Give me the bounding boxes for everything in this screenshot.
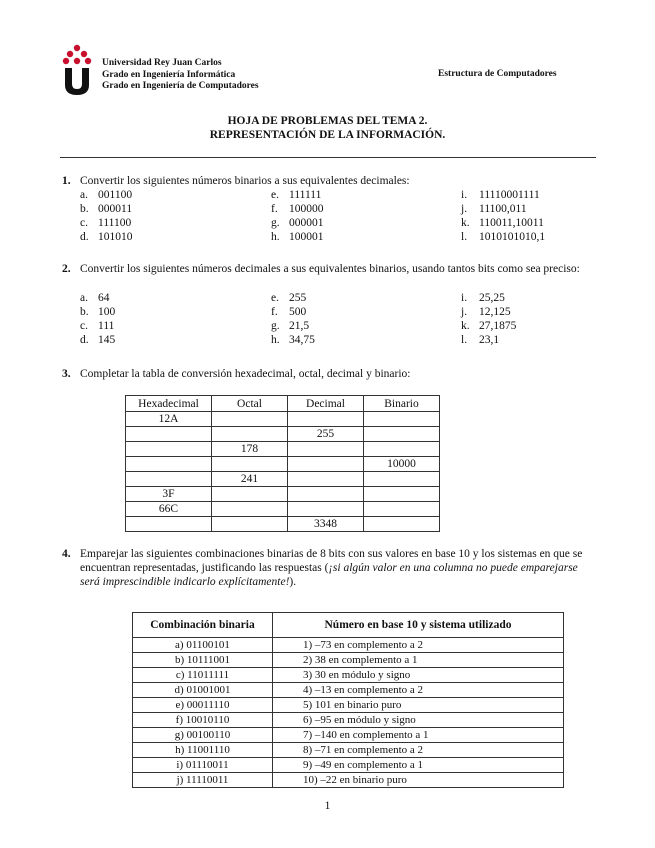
base10-value-cell: 8) –71 en complemento a 2 bbox=[273, 743, 564, 758]
option-value: 255 bbox=[289, 292, 307, 304]
option-value: 145 bbox=[98, 334, 116, 346]
matching-table bbox=[132, 612, 564, 788]
university-header bbox=[102, 58, 259, 93]
table-cell bbox=[364, 442, 440, 457]
table-cell bbox=[364, 502, 440, 517]
base10-value-cell: 4) –13 en complemento a 2 bbox=[273, 683, 564, 698]
base10-value-cell: 7) –140 en complemento a 1 bbox=[273, 728, 564, 743]
base10-value-cell: 3) 30 en módulo y signo bbox=[273, 668, 564, 683]
logo-dot bbox=[74, 45, 80, 51]
option-item bbox=[271, 291, 306, 305]
question-number: 1. bbox=[62, 175, 71, 187]
option-item bbox=[80, 216, 131, 230]
base10-value-cell: 9) –49 en complemento a 1 bbox=[273, 758, 564, 773]
table-cell: 10000 bbox=[364, 457, 440, 472]
table-row bbox=[126, 457, 440, 472]
table-row bbox=[133, 713, 564, 728]
option-letter: d. bbox=[80, 231, 89, 243]
base10-value-cell: 1) –73 en complemento a 2 bbox=[273, 638, 564, 653]
table-row bbox=[126, 412, 440, 427]
column-header: Hexadecimal bbox=[126, 396, 212, 412]
option-item bbox=[461, 291, 505, 305]
option-item bbox=[461, 202, 527, 216]
option-letter: c. bbox=[80, 320, 88, 332]
option-item bbox=[271, 230, 324, 244]
header-line: Grado en Ingeniería Informática bbox=[102, 69, 236, 80]
logo-dot bbox=[67, 51, 73, 57]
question-number: 2. bbox=[62, 263, 71, 275]
option-item bbox=[461, 305, 511, 319]
header-line: Grado en Ingeniería de Computadores bbox=[102, 81, 259, 91]
option-letter: c. bbox=[80, 217, 88, 229]
option-value: 25,25 bbox=[479, 292, 505, 304]
option-value: 111 bbox=[98, 320, 115, 332]
title-line-1: HOJA DE PROBLEMAS DEL TEMA 2. bbox=[227, 115, 428, 127]
base10-value-cell: 10) –22 en binario puro bbox=[273, 773, 564, 788]
option-value: 111100 bbox=[98, 217, 132, 229]
option-item bbox=[271, 305, 306, 319]
table-cell: 66C bbox=[126, 502, 212, 517]
option-item bbox=[271, 319, 309, 333]
binary-combination-cell: j) 11110011 bbox=[133, 773, 273, 788]
table-cell bbox=[288, 502, 364, 517]
option-item bbox=[461, 333, 499, 347]
table-cell bbox=[126, 427, 212, 442]
column-header: Número en base 10 y sistema utilizado bbox=[273, 613, 564, 638]
option-letter: g. bbox=[271, 217, 280, 229]
option-item bbox=[271, 216, 324, 230]
table-cell bbox=[364, 517, 440, 532]
page-number: 1 bbox=[324, 800, 331, 812]
option-value: 11100,011 bbox=[479, 203, 527, 215]
question-text-italic: ¡si algún valor en una columna no puede emparejarse será imprescindible indicarlo explícitamente! bbox=[80, 562, 578, 588]
option-item bbox=[271, 333, 315, 347]
option-value: 100001 bbox=[289, 231, 324, 243]
table-cell: 255 bbox=[288, 427, 364, 442]
table-row bbox=[133, 743, 564, 758]
option-letter: a. bbox=[80, 292, 88, 304]
table-row bbox=[126, 442, 440, 457]
option-value: 21,5 bbox=[289, 320, 310, 332]
table-cell bbox=[364, 472, 440, 487]
logo-dot bbox=[63, 58, 69, 64]
question-3 bbox=[62, 367, 598, 381]
question-number: 4. bbox=[62, 548, 71, 560]
base10-value-cell: 6) –95 en módulo y signo bbox=[273, 713, 564, 728]
table-cell: 178 bbox=[212, 442, 288, 457]
option-value: 100 bbox=[98, 306, 116, 318]
binary-combination-cell: c) 11011111 bbox=[133, 668, 273, 683]
table-cell bbox=[364, 427, 440, 442]
option-item bbox=[80, 202, 132, 216]
table-cell bbox=[364, 487, 440, 502]
option-value: 001100 bbox=[98, 189, 133, 201]
option-letter: f. bbox=[271, 306, 278, 318]
binary-combination-cell: h) 11001110 bbox=[133, 743, 273, 758]
option-value: 23,1 bbox=[479, 334, 500, 346]
table-row bbox=[126, 487, 440, 502]
question-text-plain: Emparejar las siguientes combinaciones binarias de 8 bits con sus valores en base 10 y los sistemas en que se encuentran representadas, justificando las respuestas ( bbox=[80, 548, 583, 574]
option-letter: k. bbox=[461, 320, 470, 332]
course-name: Estructura de Computadores bbox=[438, 69, 557, 79]
table-row bbox=[133, 758, 564, 773]
title-line-2: REPRESENTACIÓN DE LA INFORMACIÓN. bbox=[209, 129, 446, 141]
option-item bbox=[461, 216, 544, 230]
option-value: 27,1875 bbox=[479, 320, 517, 332]
question-text: Convertir los siguientes números decimales a sus equivalentes binarios, usando tantos bits como sea preciso: bbox=[80, 263, 580, 275]
option-item bbox=[461, 319, 516, 333]
question-2 bbox=[62, 262, 598, 290]
option-letter: k. bbox=[461, 217, 470, 229]
option-value: 11110001111 bbox=[479, 189, 540, 201]
table-header-row bbox=[126, 396, 440, 412]
column-header: Binario bbox=[364, 396, 440, 412]
table-row bbox=[133, 638, 564, 653]
table-row bbox=[133, 773, 564, 788]
option-letter: j. bbox=[461, 203, 468, 215]
option-letter: f. bbox=[271, 203, 278, 215]
table-cell bbox=[212, 457, 288, 472]
table-cell bbox=[126, 517, 212, 532]
page-title bbox=[0, 114, 655, 142]
option-letter: l. bbox=[461, 334, 468, 346]
option-item bbox=[80, 305, 115, 319]
table-cell: 12A bbox=[126, 412, 212, 427]
logo-dot bbox=[81, 51, 87, 57]
option-letter: e. bbox=[271, 292, 279, 304]
table-header-row bbox=[133, 613, 564, 638]
option-letter: j. bbox=[461, 306, 468, 318]
option-value: 110011,10011 bbox=[479, 217, 544, 229]
table-cell: 241 bbox=[212, 472, 288, 487]
question-1 bbox=[62, 174, 598, 188]
table-row bbox=[126, 517, 440, 532]
option-value: 34,75 bbox=[289, 334, 315, 346]
option-letter: a. bbox=[80, 189, 88, 201]
table-cell bbox=[364, 412, 440, 427]
table-row bbox=[126, 472, 440, 487]
option-value: 500 bbox=[289, 306, 307, 318]
question-text-end: ). bbox=[289, 576, 297, 588]
option-letter: b. bbox=[80, 306, 89, 318]
option-letter: b. bbox=[80, 203, 89, 215]
option-letter: i. bbox=[461, 292, 468, 304]
option-letter: h. bbox=[271, 231, 280, 243]
option-letter: l. bbox=[461, 231, 468, 243]
logo-dot bbox=[85, 58, 91, 64]
binary-combination-cell: f) 10010110 bbox=[133, 713, 273, 728]
header-line: Universidad Rey Juan Carlos bbox=[102, 58, 222, 68]
column-header: Decimal bbox=[288, 396, 364, 412]
table-cell bbox=[126, 457, 212, 472]
option-item bbox=[80, 333, 115, 347]
table-cell bbox=[212, 517, 288, 532]
table-cell: 3F bbox=[126, 487, 212, 502]
table-cell bbox=[212, 412, 288, 427]
option-item bbox=[80, 319, 114, 333]
table-cell: 3348 bbox=[288, 517, 364, 532]
option-value: 100000 bbox=[289, 203, 324, 215]
logo-u-shape bbox=[65, 68, 89, 95]
table-cell bbox=[288, 412, 364, 427]
table-row bbox=[133, 728, 564, 743]
option-item bbox=[461, 230, 545, 244]
option-item bbox=[80, 291, 110, 305]
option-value: 000011 bbox=[98, 203, 133, 215]
question-text: Convertir los siguientes números binarios a sus equivalentes decimales: bbox=[80, 175, 410, 187]
university-logo bbox=[62, 44, 92, 96]
table-cell bbox=[288, 472, 364, 487]
table-cell bbox=[212, 487, 288, 502]
option-letter: g. bbox=[271, 320, 280, 332]
binary-combination-cell: b) 10111001 bbox=[133, 653, 273, 668]
conversion-table bbox=[125, 395, 440, 532]
table-cell bbox=[126, 472, 212, 487]
table-row bbox=[133, 668, 564, 683]
option-value: 111111 bbox=[289, 189, 322, 201]
table-row bbox=[133, 683, 564, 698]
option-letter: e. bbox=[271, 189, 279, 201]
column-header: Octal bbox=[212, 396, 288, 412]
table-cell bbox=[212, 502, 288, 517]
table-cell bbox=[288, 442, 364, 457]
question-4 bbox=[62, 547, 598, 589]
option-letter: d. bbox=[80, 334, 89, 346]
binary-combination-cell: a) 01100101 bbox=[133, 638, 273, 653]
option-value: 101010 bbox=[98, 231, 133, 243]
option-item bbox=[271, 188, 321, 202]
table-row bbox=[133, 653, 564, 668]
binary-combination-cell: d) 01001001 bbox=[133, 683, 273, 698]
table-cell bbox=[288, 487, 364, 502]
base10-value-cell: 2) 38 en complemento a 1 bbox=[273, 653, 564, 668]
table-cell bbox=[288, 457, 364, 472]
table-row bbox=[126, 502, 440, 517]
table-cell bbox=[212, 427, 288, 442]
question-text bbox=[80, 547, 598, 589]
column-header: Combinación binaria bbox=[133, 613, 273, 638]
option-item bbox=[461, 188, 540, 202]
option-value: 12,125 bbox=[479, 306, 511, 318]
option-item bbox=[80, 230, 133, 244]
table-row bbox=[133, 698, 564, 713]
option-letter: i. bbox=[461, 189, 468, 201]
title-divider bbox=[60, 157, 596, 158]
binary-combination-cell: g) 00100110 bbox=[133, 728, 273, 743]
option-letter: h. bbox=[271, 334, 280, 346]
option-item bbox=[80, 188, 132, 202]
question-number: 3. bbox=[62, 368, 71, 380]
base10-value-cell: 5) 101 en binario puro bbox=[273, 698, 564, 713]
table-row bbox=[126, 427, 440, 442]
binary-combination-cell: e) 00011110 bbox=[133, 698, 273, 713]
logo-dot bbox=[74, 58, 80, 64]
question-text: Completar la tabla de conversión hexadecimal, octal, decimal y binario: bbox=[80, 368, 411, 380]
table-cell bbox=[126, 442, 212, 457]
option-value: 64 bbox=[98, 292, 110, 304]
option-item bbox=[271, 202, 324, 216]
binary-combination-cell: i) 01110011 bbox=[133, 758, 273, 773]
option-value: 000001 bbox=[289, 217, 324, 229]
option-value: 1010101010,1 bbox=[479, 231, 546, 243]
